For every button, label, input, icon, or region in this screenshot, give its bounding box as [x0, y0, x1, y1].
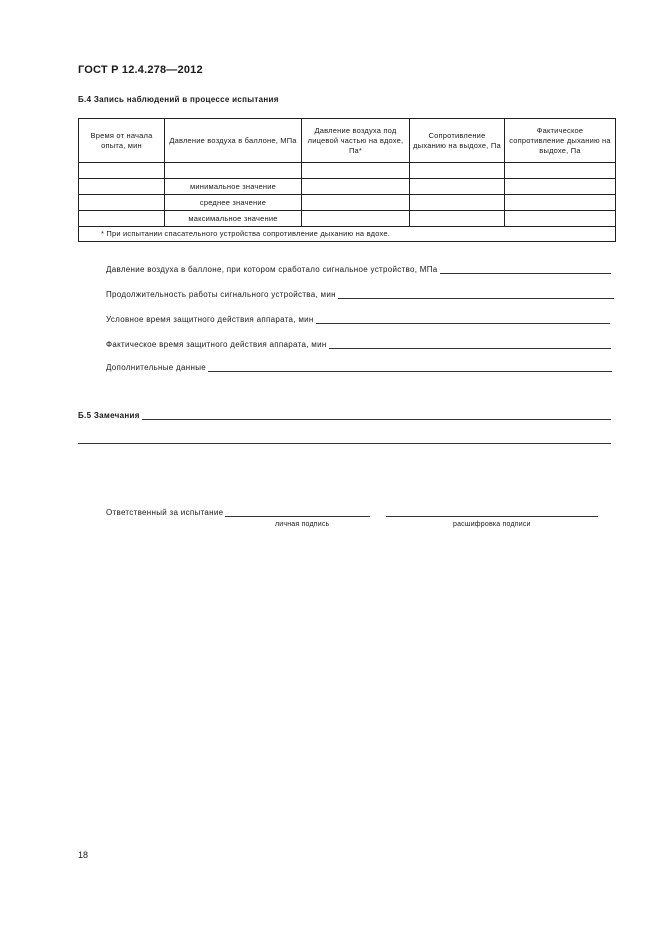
field-additional-data — [106, 363, 612, 372]
column-header: Фактическое сопротивление дыханию на выдохе, Па — [505, 119, 616, 163]
table-cell: максимальное значение — [165, 211, 302, 227]
table-row — [79, 211, 616, 227]
table-cell — [79, 211, 165, 227]
table-cell — [302, 195, 410, 211]
section-b4-title: Б.4 Запись наблюдений в процессе испытания — [78, 95, 279, 104]
remarks-blank[interactable] — [142, 411, 611, 420]
table-cell — [505, 195, 616, 211]
column-header: Сопротивление дыханию на выдохе, Па — [410, 119, 505, 163]
field-label: Условное время защитного действия аппарата, мин — [106, 315, 314, 324]
table-cell — [302, 179, 410, 195]
table-cell — [505, 163, 616, 179]
table-cell — [302, 211, 410, 227]
field-label: Продолжительность работы сигнального устройства, мин — [106, 290, 336, 299]
signal-duration-blank[interactable] — [338, 290, 614, 299]
document-id: ГОСТ Р 12.4.278—2012 — [78, 64, 203, 76]
nominal-time-blank[interactable] — [316, 315, 610, 324]
remarks-blank-line-2[interactable] — [78, 443, 611, 444]
table-header-row — [79, 119, 616, 163]
table-cell — [79, 163, 165, 179]
column-header: Давление воздуха в баллоне, МПа — [165, 119, 302, 163]
section-b5 — [78, 411, 611, 420]
signal-pressure-blank[interactable] — [440, 265, 611, 274]
field-label: Дополнительные данные — [106, 363, 207, 372]
table-cell — [410, 179, 505, 195]
table-cell — [410, 163, 505, 179]
table-footnote: * При испытании спасательного устройства сопротивление дыханию на вдохе. — [79, 227, 616, 242]
column-header: Давление воздуха под лицевой частью на вдохе, Па* — [302, 119, 410, 163]
section-b5-title: Б.5 Замечания — [78, 411, 140, 420]
column-header: Время от начала опыта, мин — [79, 119, 165, 163]
table-cell: среднее значение — [165, 195, 302, 211]
table-cell — [410, 195, 505, 211]
table-cell — [79, 179, 165, 195]
signature-blank[interactable] — [225, 508, 370, 517]
responsible-signature-row — [106, 508, 370, 517]
name-caption: расшифровка подписи — [453, 521, 531, 528]
field-signal-duration — [106, 290, 614, 299]
table-cell — [505, 179, 616, 195]
actual-time-blank[interactable] — [329, 340, 611, 349]
field-label: Давление воздуха в баллоне, при котором сработало сигнальное устройство, МПа — [106, 265, 438, 274]
table-row — [79, 163, 616, 179]
observation-table — [78, 118, 616, 242]
table-cell — [302, 163, 410, 179]
table-row — [79, 179, 616, 195]
field-actual-time — [106, 340, 611, 349]
table-cell — [79, 195, 165, 211]
field-label: Фактическое время защитного действия аппарата, мин — [106, 340, 327, 349]
field-nominal-time — [106, 315, 610, 324]
table-cell — [505, 211, 616, 227]
table-footnote-row — [79, 227, 616, 242]
table-cell — [410, 211, 505, 227]
additional-data-blank[interactable] — [208, 363, 612, 372]
signature-label: Ответственный за испытание — [106, 508, 224, 517]
table-cell: минимальное значение — [165, 179, 302, 195]
table-row — [79, 195, 616, 211]
field-signal-pressure — [106, 265, 611, 274]
table-cell — [165, 163, 302, 179]
signature-caption: личная подпись — [275, 521, 330, 528]
page-number: 18 — [78, 850, 89, 860]
name-decoding-blank[interactable] — [386, 516, 598, 517]
